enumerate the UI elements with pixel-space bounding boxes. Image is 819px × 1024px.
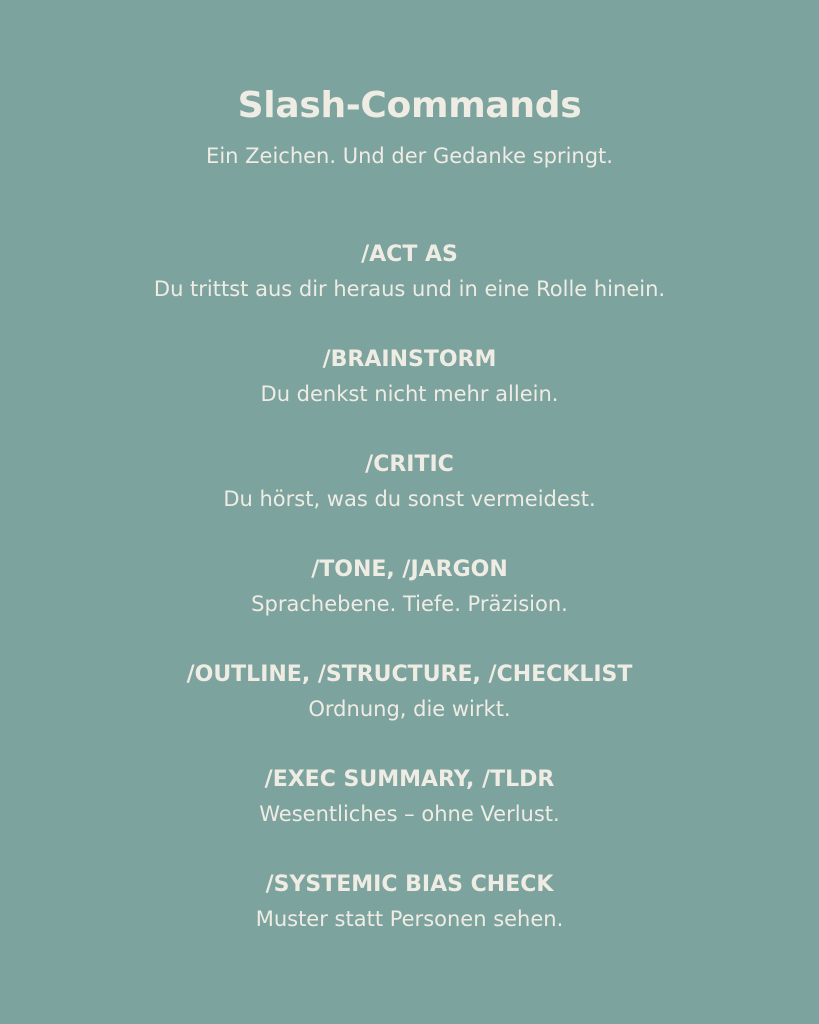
command-item-act-as [0,238,819,343]
command-item-exec-summary-tldr [0,763,819,868]
command-name: /TONE, /JARGON [311,557,508,582]
command-description: Du hörst, was du sonst vermeidest. [223,487,596,511]
command-description: Wesentliches – ohne Verlust. [259,802,560,826]
command-description: Muster statt Personen sehen. [255,907,564,931]
command-description: Ordnung, die wirkt. [308,697,511,721]
command-name: /BRAINSTORM [322,347,497,372]
command-description: Sprachebene. Tiefe. Präzision. [251,592,568,616]
page-title: Slash-Commands [237,85,582,126]
command-item-tone-jargon [0,553,819,658]
command-item-systemic-bias-check [0,868,819,973]
command-description: Du trittst aus dir heraus und in eine Rolle hinein. [153,277,666,301]
command-item-critic [0,448,819,553]
command-item-outline-structure-checklist [0,658,819,763]
command-name: /CRITIC [365,452,454,477]
page-subtitle: Ein Zeichen. Und der Gedanke springt. [206,144,613,168]
command-name: /SYSTEMIC BIAS CHECK [265,872,554,897]
command-name: /ACT AS [361,242,458,267]
command-list [0,238,819,973]
command-name: /OUTLINE, /STRUCTURE, /CHECKLIST [186,662,633,687]
command-name: /EXEC SUMMARY, /TLDR [264,767,555,792]
command-description: Du denkst nicht mehr allein. [260,382,559,406]
command-item-brainstorm [0,343,819,448]
header [0,82,819,171]
